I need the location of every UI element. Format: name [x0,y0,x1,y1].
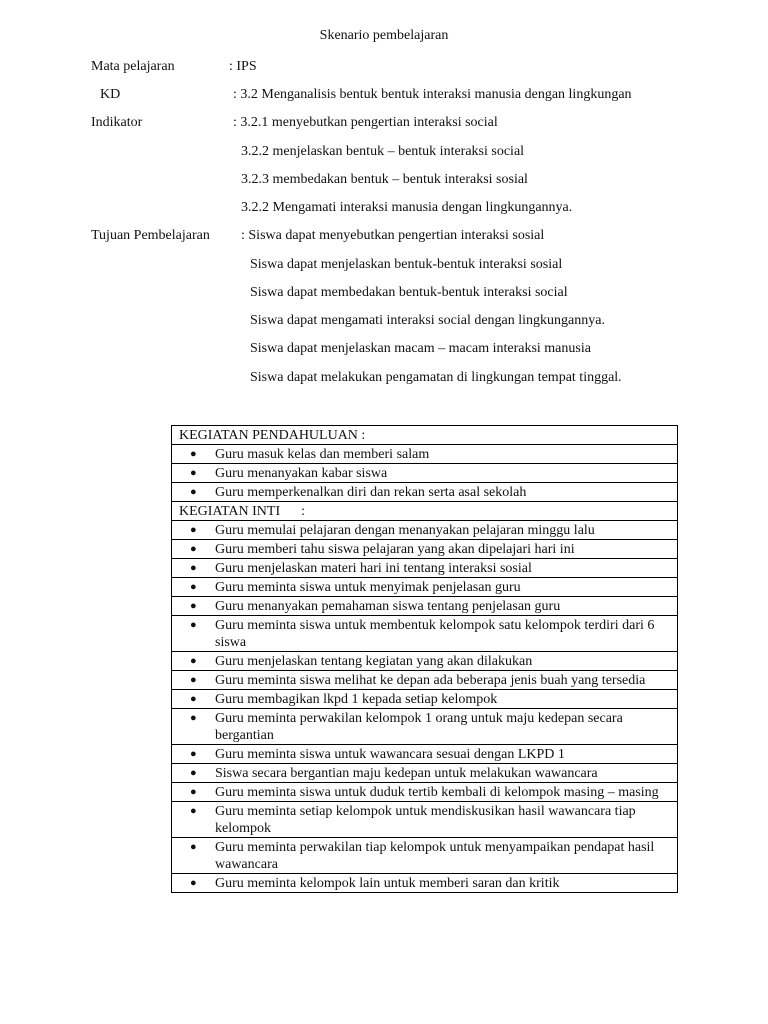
kd-value: : 3.2 Menganalisis bentuk bentuk interaksi manusia dengan lingkungan [233,87,632,102]
list-item: Guru meminta siswa untuk membentuk kelompok satu kelompok terdiri dari 6 siswa [215,618,655,650]
table-row [172,783,678,802]
indikator-item: 3.2.2 menjelaskan bentuk – bentuk interaksi social [241,144,525,159]
bullet-icon: ● [190,524,197,536]
table-row [172,802,678,838]
list-item: Guru memperkenalkan diri dan rekan serta asal sekolah [215,485,527,500]
tujuan-item: Siswa dapat mengamati interaksi social dengan lingkungannya. [250,313,605,328]
table-row [172,445,678,464]
tujuan-label: Tujuan Pembelajaran [91,228,210,243]
bullet-icon: ● [190,786,197,798]
indikator-label: Indikator [91,115,143,130]
bullet-icon: ● [190,600,197,612]
list-item: Guru menanyakan pemahaman siswa tentang penjelasan guru [215,599,561,614]
bullet-icon: ● [190,467,197,479]
list-item: Guru masuk kelas dan memberi salam [215,447,430,462]
bullet-icon: ● [190,712,197,724]
table-row [172,838,678,874]
tujuan-item: Siswa dapat melakukan pengamatan di lingkungan tempat tinggal. [250,370,622,385]
tujuan-item: Siswa dapat menjelaskan bentuk-bentuk interaksi sosial [250,257,563,272]
tujuan-item: Siswa dapat membedakan bentuk-bentuk interaksi social [250,285,568,300]
indikator-item: : 3.2.1 menyebutkan pengertian interaksi social [233,115,498,130]
list-item: Guru menjelaskan tentang kegiatan yang akan dilakukan [215,654,533,669]
list-item: Guru meminta setiap kelompok untuk mendiskusikan hasil wawancara tiap kelompok [215,804,636,836]
list-item: Guru meminta kelompok lain untuk memberi saran dan kritik [215,876,560,891]
table-row [172,559,678,578]
mata-pelajaran-label: Mata pelajaran [91,59,175,74]
tujuan-item: : Siswa dapat menyebutkan pengertian interaksi sosial [241,228,545,243]
bullet-icon: ● [190,805,197,817]
table-row [172,521,678,540]
list-item: Guru meminta perwakilan kelompok 1 orang untuk maju kedepan secara bergantian [215,711,623,743]
table-row [172,616,678,652]
tujuan-item: Siswa dapat menjelaskan macam – macam interaksi manusia [250,341,591,356]
list-item: Guru memberi tahu siswa pelajaran yang akan dipelajari hari ini [215,542,575,557]
list-item: Guru meminta siswa melihat ke depan ada beberapa jenis buah yang tersedia [215,673,646,688]
list-item: Guru meminta perwakilan tiap kelompok untuk menyampaikan pendapat hasil wawancara [215,840,655,872]
bullet-icon: ● [190,619,197,631]
table-row [172,464,678,483]
bullet-icon: ● [190,748,197,760]
indikator-item: 3.2.3 membedakan bentuk – bentuk interaksi sosial [241,172,528,187]
bullet-icon: ● [190,693,197,705]
table-row [172,690,678,709]
bullet-icon: ● [190,767,197,779]
list-item: Guru memulai pelajaran dengan menanyakan pelajaran minggu lalu [215,523,595,538]
table-row [172,597,678,616]
table-row [172,502,678,521]
table-row [172,709,678,745]
bullet-icon: ● [190,841,197,853]
bullet-icon: ● [190,674,197,686]
kd-label: KD [100,87,121,102]
list-item: Guru meminta siswa untuk duduk tertib kembali di kelompok masing – masing [215,785,659,800]
table-row [172,578,678,597]
list-item: Guru menjelaskan materi hari ini tentang interaksi sosial [215,561,532,576]
table-row [172,426,678,445]
kegiatan-table [171,425,678,893]
bullet-icon: ● [190,543,197,555]
pendahuluan-header: KEGIATAN PENDAHULUAN : [172,426,678,445]
table-row [172,671,678,690]
mata-pelajaran-value: : IPS [229,59,257,74]
inti-header: KEGIATAN INTI : [172,502,678,521]
table-row [172,745,678,764]
list-item: Guru meminta siswa untuk wawancara sesuai dengan LKPD 1 [215,747,565,762]
bullet-icon: ● [190,877,197,889]
table-row [172,764,678,783]
page-title: Skenario pembelajaran [319,28,449,43]
indikator-item: 3.2.2 Mengamati interaksi manusia dengan lingkungannya. [241,200,573,215]
table-row [172,652,678,671]
list-item: Guru menanyakan kabar siswa [215,466,388,481]
table-row [172,540,678,559]
bullet-icon: ● [190,562,197,574]
list-item: Guru meminta siswa untuk menyimak penjelasan guru [215,580,521,595]
list-item: Guru membagikan lkpd 1 kepada setiap kelompok [215,692,498,707]
table-row [172,483,678,502]
bullet-icon: ● [190,655,197,667]
list-item: Siswa secara bergantian maju kedepan untuk melakukan wawancara [215,766,598,781]
bullet-icon: ● [190,581,197,593]
bullet-icon: ● [190,486,197,498]
bullet-icon: ● [190,448,197,460]
table-row [172,874,678,893]
